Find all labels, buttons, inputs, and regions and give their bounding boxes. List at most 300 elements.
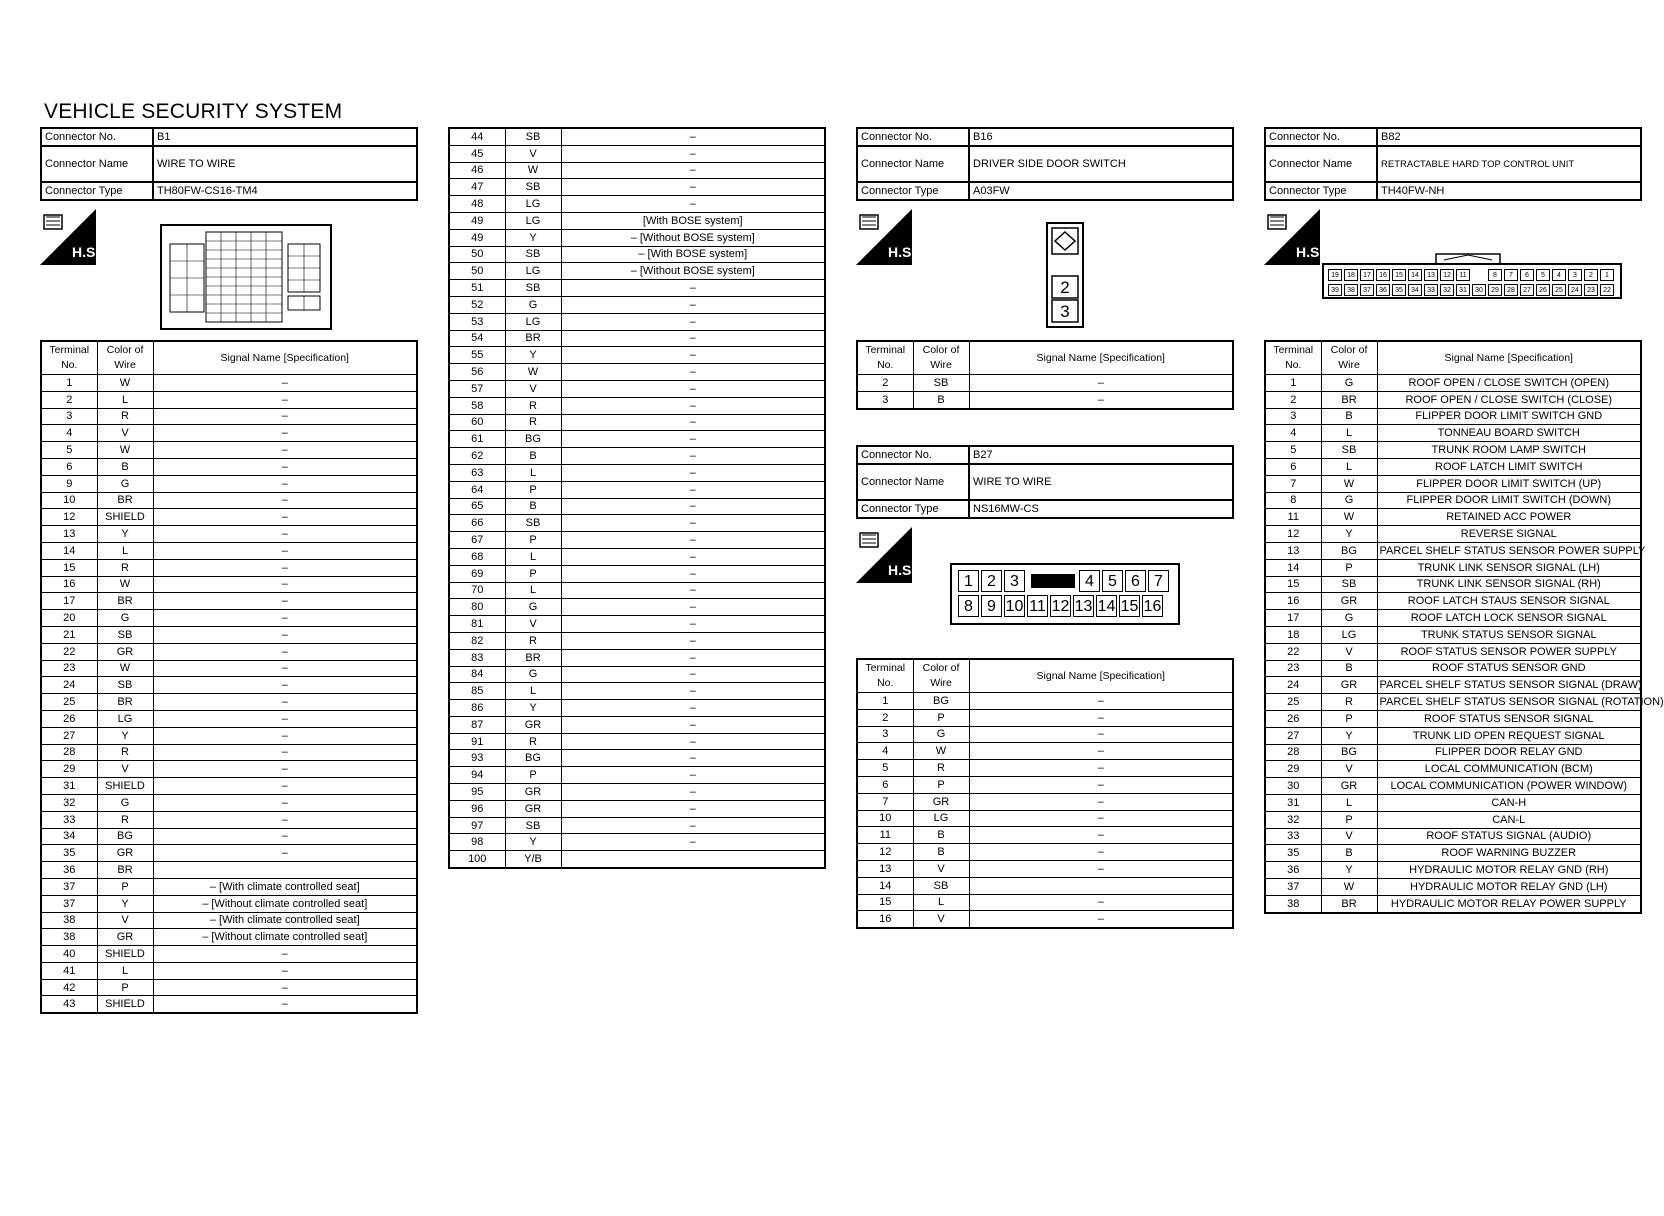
wire-color-cell: Y <box>505 834 561 851</box>
connector-pin: 3 <box>1568 269 1582 281</box>
wire-color-cell: L <box>97 391 153 408</box>
signal-name-cell: – [Without BOSE system] <box>561 229 825 246</box>
connector-b82-latch <box>1436 251 1500 263</box>
terminal-no-cell: 35 <box>41 845 97 862</box>
wire-color-cell: P <box>97 878 153 895</box>
terminal-no-cell: 55 <box>449 347 505 364</box>
table-row <box>449 179 825 196</box>
table-row <box>449 380 825 397</box>
terminal-no-cell: 14 <box>1265 559 1321 576</box>
wire-color-cell: G <box>1321 492 1377 509</box>
table-row <box>857 743 1233 760</box>
table-row <box>449 431 825 448</box>
terminal-no-cell: 37 <box>1265 878 1321 895</box>
terminal-no-cell: 87 <box>449 716 505 733</box>
table-row <box>449 397 825 414</box>
wire-color-cell: GR <box>97 643 153 660</box>
terminal-no-cell: 28 <box>1265 744 1321 761</box>
signal-name-cell: – [Without climate controlled seat] <box>153 895 417 912</box>
terminal-no-cell: 36 <box>1265 862 1321 879</box>
table-row <box>449 145 825 162</box>
connector-no-value: B82 <box>1377 128 1641 146</box>
signal-name-cell: TRUNK LINK SENSOR SIGNAL (RH) <box>1377 576 1641 593</box>
signal-name-cell: TRUNK LINK SENSOR SIGNAL (LH) <box>1377 559 1641 576</box>
terminal-no-cell: 36 <box>41 862 97 879</box>
terminal-no-cell: 27 <box>1265 727 1321 744</box>
signal-name-cell: – <box>969 693 1233 710</box>
terminal-no-cell: 5 <box>857 760 913 777</box>
wire-color-cell: B <box>505 498 561 515</box>
table-row <box>857 709 1233 726</box>
table-row <box>1265 542 1641 559</box>
svg-text:2: 2 <box>1060 278 1070 297</box>
terminal-no-cell: 63 <box>449 464 505 481</box>
wire-color-cell: SB <box>505 128 561 145</box>
svg-text:H.S.: H.S. <box>888 562 916 578</box>
wire-color-cell: R <box>505 414 561 431</box>
signal-name-cell: – <box>561 548 825 565</box>
terminal-no-cell: 38 <box>41 929 97 946</box>
connector-b82-terminal-table <box>1264 340 1664 914</box>
terminal-no-cell: 8 <box>1265 492 1321 509</box>
signal-name-cell: – <box>153 778 417 795</box>
table-row <box>1265 878 1641 895</box>
table-row <box>449 414 825 431</box>
label-connector-type: Connector Type <box>857 182 969 200</box>
wire-color-cell: P <box>913 776 969 793</box>
terminal-no-cell: 17 <box>1265 610 1321 627</box>
table-row <box>449 851 825 868</box>
wire-color-cell: GR <box>913 793 969 810</box>
terminal-no-cell: 5 <box>1265 442 1321 459</box>
terminal-no-cell: 37 <box>41 878 97 895</box>
connector-pin: 35 <box>1392 284 1406 296</box>
terminal-no-cell: 52 <box>449 296 505 313</box>
wire-color-cell: R <box>505 397 561 414</box>
table-row <box>449 666 825 683</box>
terminal-no-cell: 15 <box>857 894 913 911</box>
connector-pin: 1 <box>958 570 979 592</box>
signal-name-cell: – <box>561 616 825 633</box>
signal-name-cell: REVERSE SIGNAL <box>1377 526 1641 543</box>
table-row <box>449 700 825 717</box>
table-row <box>41 862 417 879</box>
wire-color-cell: B <box>913 391 969 408</box>
signal-name-cell: RETAINED ACC POWER <box>1377 509 1641 526</box>
svg-text:H.S.: H.S. <box>888 244 916 260</box>
terminal-no-cell: 25 <box>1265 694 1321 711</box>
signal-name-cell: – <box>561 162 825 179</box>
terminal-no-cell: 45 <box>449 145 505 162</box>
table-row <box>41 778 417 795</box>
signal-name-cell <box>153 862 417 879</box>
signal-name-cell: LOCAL COMMUNICATION (POWER WINDOW) <box>1377 778 1641 795</box>
wire-color-cell: LG <box>1321 626 1377 643</box>
terminal-no-cell: 65 <box>449 498 505 515</box>
signal-name-cell: – <box>153 828 417 845</box>
table-row <box>449 263 825 280</box>
table-row <box>1265 727 1641 744</box>
wire-color-cell: R <box>97 811 153 828</box>
terminal-no-cell: 46 <box>449 162 505 179</box>
table-row <box>41 962 417 979</box>
table-row <box>449 616 825 633</box>
signal-name-cell: – <box>561 464 825 481</box>
harness-side-icon <box>1264 209 1324 265</box>
signal-name-cell: HYDRAULIC MOTOR RELAY POWER SUPPLY <box>1377 895 1641 912</box>
signal-name-cell: FLIPPER DOOR RELAY GND <box>1377 744 1641 761</box>
wire-color-cell: P <box>505 481 561 498</box>
terminal-no-cell: 12 <box>1265 526 1321 543</box>
terminal-no-cell: 54 <box>449 330 505 347</box>
signal-name-cell: CAN-H <box>1377 794 1641 811</box>
table-row <box>1265 811 1641 828</box>
connector-b1-info <box>40 127 418 201</box>
table-row <box>41 744 417 761</box>
terminal-no-cell: 26 <box>1265 710 1321 727</box>
wire-color-cell: G <box>97 475 153 492</box>
terminal-no-cell: 50 <box>449 263 505 280</box>
table-row <box>449 481 825 498</box>
signal-name-cell: [With BOSE system] <box>561 212 825 229</box>
wire-color-cell: P <box>1321 559 1377 576</box>
terminal-no-cell: 56 <box>449 364 505 381</box>
table-row <box>1265 475 1641 492</box>
signal-name-cell: – <box>561 128 825 145</box>
connector-pin: 29 <box>1488 284 1502 296</box>
wire-color-cell: L <box>1321 425 1377 442</box>
wire-color-cell: G <box>913 726 969 743</box>
connector-pin: 17 <box>1360 269 1374 281</box>
connector-pin: 25 <box>1552 284 1566 296</box>
connector-pin: 22 <box>1600 284 1614 296</box>
signal-name-cell: – <box>561 532 825 549</box>
terminal-no-cell: 2 <box>857 709 913 726</box>
signal-name-cell: – <box>561 716 825 733</box>
label-connector-name: Connector Name <box>41 146 153 182</box>
terminal-no-cell: 67 <box>449 532 505 549</box>
wire-color-cell: SB <box>97 626 153 643</box>
connector-b16-info <box>856 127 1234 201</box>
signal-name-cell: – <box>561 179 825 196</box>
table-row <box>449 464 825 481</box>
connector-b16-terminal-table <box>856 340 1234 410</box>
terminal-no-cell: 12 <box>857 844 913 861</box>
signal-name-cell: – <box>561 733 825 750</box>
table-row <box>1265 660 1641 677</box>
signal-name-cell: – <box>153 962 417 979</box>
connector-name-value: DRIVER SIDE DOOR SWITCH <box>969 146 1233 182</box>
terminal-no-cell: 32 <box>1265 811 1321 828</box>
terminal-no-cell: 51 <box>449 280 505 297</box>
wire-color-cell: W <box>97 375 153 392</box>
signal-name-cell: – <box>153 475 417 492</box>
table-row <box>1265 778 1641 795</box>
connector-pin: 15 <box>1119 595 1140 617</box>
wire-color-cell: GR <box>505 784 561 801</box>
terminal-no-cell: 3 <box>41 408 97 425</box>
table-row <box>1265 458 1641 475</box>
connector-pin: 39 <box>1328 284 1342 296</box>
terminal-no-cell: 7 <box>857 793 913 810</box>
table-row <box>857 760 1233 777</box>
terminal-no-cell: 13 <box>1265 542 1321 559</box>
terminal-no-cell: 3 <box>857 726 913 743</box>
signal-name-cell: – <box>561 700 825 717</box>
table-row <box>449 498 825 515</box>
table-row <box>41 475 417 492</box>
connector-pin: 18 <box>1344 269 1358 281</box>
terminal-no-cell: 23 <box>41 660 97 677</box>
wire-color-cell: V <box>97 425 153 442</box>
wire-color-cell: BG <box>505 431 561 448</box>
terminal-no-cell: 7 <box>1265 475 1321 492</box>
table-row <box>1265 694 1641 711</box>
table-row <box>41 593 417 610</box>
table-row <box>1265 576 1641 593</box>
table-row <box>1265 492 1641 509</box>
wire-color-cell: V <box>97 912 153 929</box>
wire-color-cell: G <box>505 599 561 616</box>
terminal-no-cell: 6 <box>1265 458 1321 475</box>
connector-b1-continued-table <box>448 127 826 869</box>
table-row <box>1265 710 1641 727</box>
terminal-no-cell: 66 <box>449 515 505 532</box>
signal-name-cell: – <box>561 414 825 431</box>
connector-b1-section <box>40 127 418 1011</box>
signal-name-cell: – <box>561 649 825 666</box>
connector-b82-section <box>1264 127 1664 910</box>
wire-color-cell: LG <box>913 810 969 827</box>
signal-name-cell: FLIPPER DOOR LIMIT SWITCH (UP) <box>1377 475 1641 492</box>
header-terminal-no: Terminal No. <box>1265 341 1321 375</box>
wire-color-cell: SB <box>97 677 153 694</box>
signal-name-cell: – <box>153 526 417 543</box>
terminal-no-cell: 80 <box>449 599 505 616</box>
terminal-no-cell: 44 <box>449 128 505 145</box>
connector-type-value: A03FW <box>969 182 1233 200</box>
wire-color-cell: SHIELD <box>97 996 153 1013</box>
signal-name-cell: ROOF STATUS SENSOR SIGNAL <box>1377 710 1641 727</box>
wire-color-cell: SB <box>505 179 561 196</box>
signal-name-cell: ROOF STATUS SENSOR GND <box>1377 660 1641 677</box>
signal-name-cell: – <box>561 498 825 515</box>
wire-color-cell: P <box>505 767 561 784</box>
wire-color-cell: P <box>97 979 153 996</box>
wire-color-cell: BG <box>913 693 969 710</box>
wire-color-cell: B <box>913 827 969 844</box>
connector-pin: 9 <box>981 595 1002 617</box>
terminal-no-cell: 2 <box>1265 391 1321 408</box>
terminal-no-cell: 16 <box>857 911 913 928</box>
table-row <box>857 894 1233 911</box>
signal-name-cell: – <box>561 817 825 834</box>
signal-name-cell: – <box>969 726 1233 743</box>
terminal-no-cell: 21 <box>41 626 97 643</box>
wire-color-cell: L <box>97 962 153 979</box>
connector-type-value: TH80FW-CS16-TM4 <box>153 182 417 200</box>
wire-color-cell: V <box>1321 761 1377 778</box>
signal-name-cell: – <box>969 375 1233 392</box>
terminal-no-cell: 16 <box>1265 593 1321 610</box>
wire-color-cell: Y <box>505 229 561 246</box>
connector-pin <box>1472 269 1486 281</box>
terminal-no-cell: 43 <box>41 996 97 1013</box>
signal-name-cell: – <box>561 784 825 801</box>
signal-name-cell: – <box>153 391 417 408</box>
table-row <box>1265 643 1641 660</box>
terminal-no-cell: 40 <box>41 946 97 963</box>
signal-name-cell: – <box>561 196 825 213</box>
signal-name-cell: – <box>561 767 825 784</box>
signal-name-cell: ROOF STATUS SIGNAL (AUDIO) <box>1377 828 1641 845</box>
signal-name-cell: – <box>153 727 417 744</box>
terminal-no-cell: 60 <box>449 414 505 431</box>
terminal-no-cell: 38 <box>1265 895 1321 912</box>
table-row <box>1265 761 1641 778</box>
signal-name-cell: – <box>561 666 825 683</box>
connector-pin: 11 <box>1027 595 1048 617</box>
signal-name-cell: TRUNK STATUS SENSOR SIGNAL <box>1377 626 1641 643</box>
terminal-no-cell: 58 <box>449 397 505 414</box>
wire-color-cell: Y <box>97 727 153 744</box>
connector-pin: 27 <box>1520 284 1534 296</box>
connector-pin: 2 <box>981 570 1002 592</box>
wire-color-cell: L <box>505 464 561 481</box>
wire-color-cell: R <box>97 744 153 761</box>
label-connector-name: Connector Name <box>1265 146 1377 182</box>
table-row <box>41 946 417 963</box>
terminal-no-cell: 4 <box>857 743 913 760</box>
connector-pin: 14 <box>1408 269 1422 281</box>
wire-color-cell: Y <box>97 526 153 543</box>
wire-color-cell: LG <box>97 710 153 727</box>
wire-color-cell: G <box>97 794 153 811</box>
terminal-no-cell: 3 <box>1265 408 1321 425</box>
connector-pin: 12 <box>1050 595 1071 617</box>
terminal-no-cell: 31 <box>1265 794 1321 811</box>
wire-color-cell: L <box>505 548 561 565</box>
wire-color-cell: V <box>913 911 969 928</box>
terminal-no-cell: 37 <box>41 895 97 912</box>
table-row <box>449 448 825 465</box>
terminal-no-cell: 49 <box>449 212 505 229</box>
table-row <box>449 817 825 834</box>
connector-pin: 1 <box>1600 269 1614 281</box>
connector-pin: 36 <box>1376 284 1390 296</box>
signal-name-cell: – <box>561 448 825 465</box>
wire-color-cell: SB <box>505 515 561 532</box>
signal-name-cell: PARCEL SHELF STATUS SENSOR SIGNAL (ROTATION) <box>1377 694 1641 711</box>
signal-name-cell: – <box>561 515 825 532</box>
wire-color-cell: L <box>97 542 153 559</box>
header-signal-name: Signal Name [Specification] <box>153 341 417 375</box>
terminal-no-cell: 68 <box>449 548 505 565</box>
connector-pin: 16 <box>1142 595 1163 617</box>
table-row <box>41 979 417 996</box>
table-row <box>1265 862 1641 879</box>
wire-color-cell: V <box>505 616 561 633</box>
terminal-no-cell: 1 <box>857 693 913 710</box>
signal-name-cell: – <box>969 776 1233 793</box>
wire-color-cell: Y <box>1321 727 1377 744</box>
terminal-no-cell: 17 <box>41 593 97 610</box>
table-row <box>41 375 417 392</box>
terminal-no-cell: 33 <box>41 811 97 828</box>
wire-color-cell: L <box>505 582 561 599</box>
signal-name-cell: – <box>561 834 825 851</box>
wire-color-cell: G <box>97 610 153 627</box>
wire-color-cell: BG <box>1321 542 1377 559</box>
terminal-no-cell: 83 <box>449 649 505 666</box>
terminal-no-cell: 84 <box>449 666 505 683</box>
header-color-of-wire: Color of Wire <box>913 659 969 693</box>
header-signal-name: Signal Name [Specification] <box>1377 341 1641 375</box>
table-row <box>41 727 417 744</box>
wire-color-cell: GR <box>1321 593 1377 610</box>
table-row <box>857 827 1233 844</box>
terminal-no-cell: 32 <box>41 794 97 811</box>
signal-name-cell: – <box>969 810 1233 827</box>
table-row <box>449 364 825 381</box>
wire-color-cell: G <box>505 296 561 313</box>
connector-no-value: B16 <box>969 128 1233 146</box>
wire-color-cell: BG <box>97 828 153 845</box>
wire-color-cell: SB <box>913 375 969 392</box>
terminal-no-cell: 29 <box>41 761 97 778</box>
connector-b1-continued-section <box>448 127 826 869</box>
table-row <box>41 492 417 509</box>
wire-color-cell: SB <box>913 877 969 894</box>
table-row <box>1265 391 1641 408</box>
wire-color-cell: Y <box>97 895 153 912</box>
terminal-no-cell: 42 <box>41 979 97 996</box>
table-row <box>449 347 825 364</box>
signal-name-cell: PARCEL SHELF STATUS SENSOR SIGNAL (DRAW) <box>1377 677 1641 694</box>
connector-type-value: NS16MW-CS <box>969 500 1233 518</box>
wire-color-cell: B <box>97 458 153 475</box>
wire-color-cell: SB <box>1321 576 1377 593</box>
terminal-no-cell: 15 <box>41 559 97 576</box>
table-row <box>1265 593 1641 610</box>
table-row <box>449 246 825 263</box>
signal-name-cell: – <box>153 576 417 593</box>
table-row <box>41 929 417 946</box>
wire-color-cell: GR <box>505 800 561 817</box>
wire-color-cell: W <box>1321 475 1377 492</box>
table-row <box>1265 408 1641 425</box>
connector-pin: 30 <box>1472 284 1486 296</box>
terminal-no-cell: 69 <box>449 565 505 582</box>
wire-color-cell: BR <box>97 593 153 610</box>
label-connector-no: Connector No. <box>857 446 969 464</box>
table-row <box>1265 509 1641 526</box>
table-row <box>1265 794 1641 811</box>
wire-color-cell: BG <box>505 750 561 767</box>
table-row <box>857 860 1233 877</box>
signal-name-cell: – <box>969 827 1233 844</box>
signal-name-cell: – <box>153 710 417 727</box>
terminal-no-cell: 27 <box>41 727 97 744</box>
terminal-no-cell: 23 <box>1265 660 1321 677</box>
wire-color-cell: LG <box>505 212 561 229</box>
wire-color-cell: W <box>1321 509 1377 526</box>
connector-key-block <box>1031 574 1075 588</box>
wire-color-cell: P <box>1321 710 1377 727</box>
connector-pin: 5 <box>1536 269 1550 281</box>
terminal-no-cell: 97 <box>449 817 505 834</box>
terminal-no-cell: 25 <box>41 694 97 711</box>
